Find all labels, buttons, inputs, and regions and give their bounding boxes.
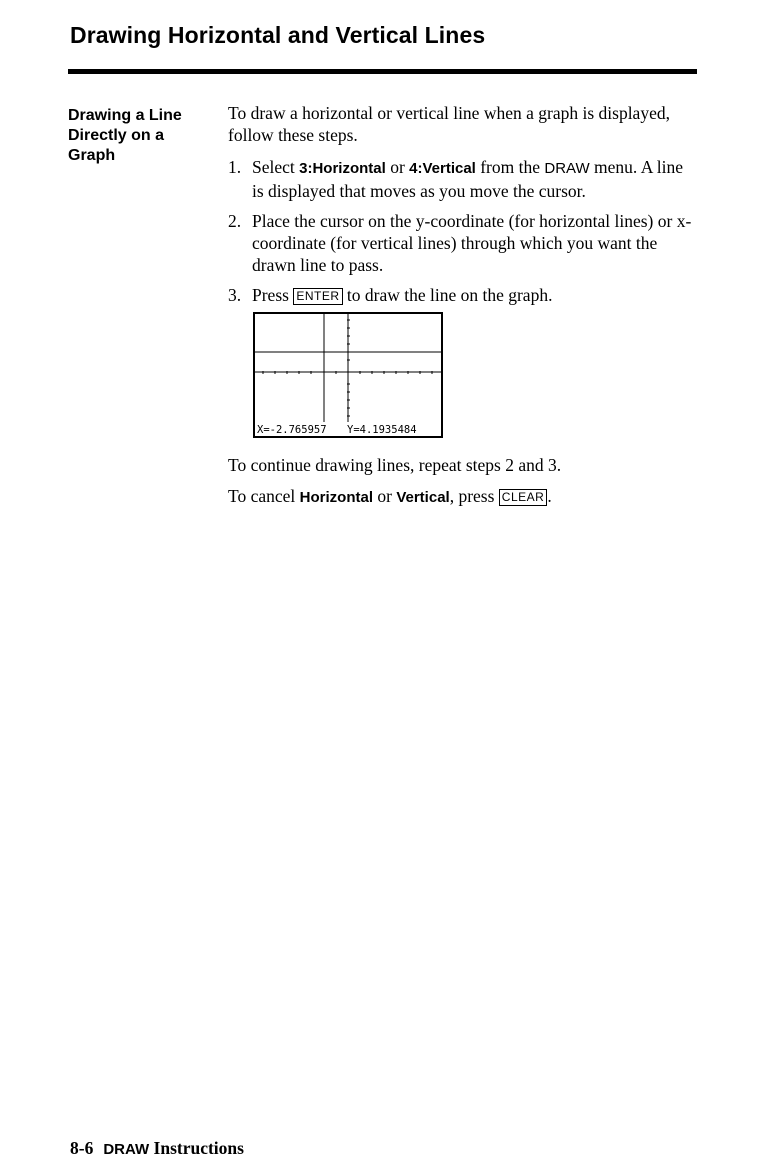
intro-paragraph: To draw a horizontal or vertical line when a graph is displayed, follow these steps. (228, 103, 670, 145)
step-2 (228, 210, 698, 276)
step-text: Place the cursor on the y-coordinate (for horizontal lines) or x-coordinate (for vertical lines) through which you want the drawn line to pass. (252, 211, 692, 275)
x-coordinate-readout: X=-2.765957 (257, 424, 327, 436)
title-rule (68, 69, 697, 74)
step-1 (228, 156, 698, 202)
steps-list (228, 156, 698, 306)
step-number: 3. (228, 285, 242, 305)
cancel-text: , press (449, 486, 499, 506)
step-text: or (385, 157, 410, 177)
menu-name: DRAW (544, 160, 590, 177)
step-text: from the (475, 157, 545, 177)
page-title: Drawing Horizontal and Vertical Lines (70, 22, 486, 48)
step-3 (228, 284, 698, 306)
calculator-screen (253, 312, 443, 438)
body-column (228, 102, 698, 314)
side-heading: Drawing a Line Directly on a Graph (68, 107, 182, 164)
menu-option-horizontal: 3:Horizontal (299, 160, 386, 177)
y-coordinate-readout: Y=4.1935484 (347, 424, 417, 436)
step-number: 2. (228, 211, 242, 231)
page-number: 8-6 (70, 1138, 94, 1158)
clear-key: CLEAR (499, 489, 548, 506)
enter-key: ENTER (293, 288, 342, 305)
continue-paragraph: To continue drawing lines, repeat steps 2 and 3. (228, 455, 562, 475)
horizontal-option: Horizontal (299, 489, 373, 506)
step-text: menu. A line is displayed that moves as you move the cursor. (252, 157, 683, 201)
cancel-paragraph (228, 485, 698, 509)
step-text: Press (252, 285, 294, 305)
menu-option-vertical: 4:Vertical (409, 160, 476, 177)
section-name: DRAW (103, 1141, 150, 1158)
graph-plot (255, 314, 441, 436)
step-text: to draw the line on the graph. (342, 285, 553, 305)
cancel-text: To cancel (228, 486, 300, 506)
cancel-text: or (373, 486, 397, 506)
vertical-option: Vertical (396, 489, 450, 506)
step-number: 1. (228, 157, 242, 177)
section-suffix: Instructions (149, 1138, 244, 1158)
step-text: Select (252, 157, 300, 177)
page-footer (70, 1138, 244, 1159)
cancel-text: . (547, 486, 552, 506)
